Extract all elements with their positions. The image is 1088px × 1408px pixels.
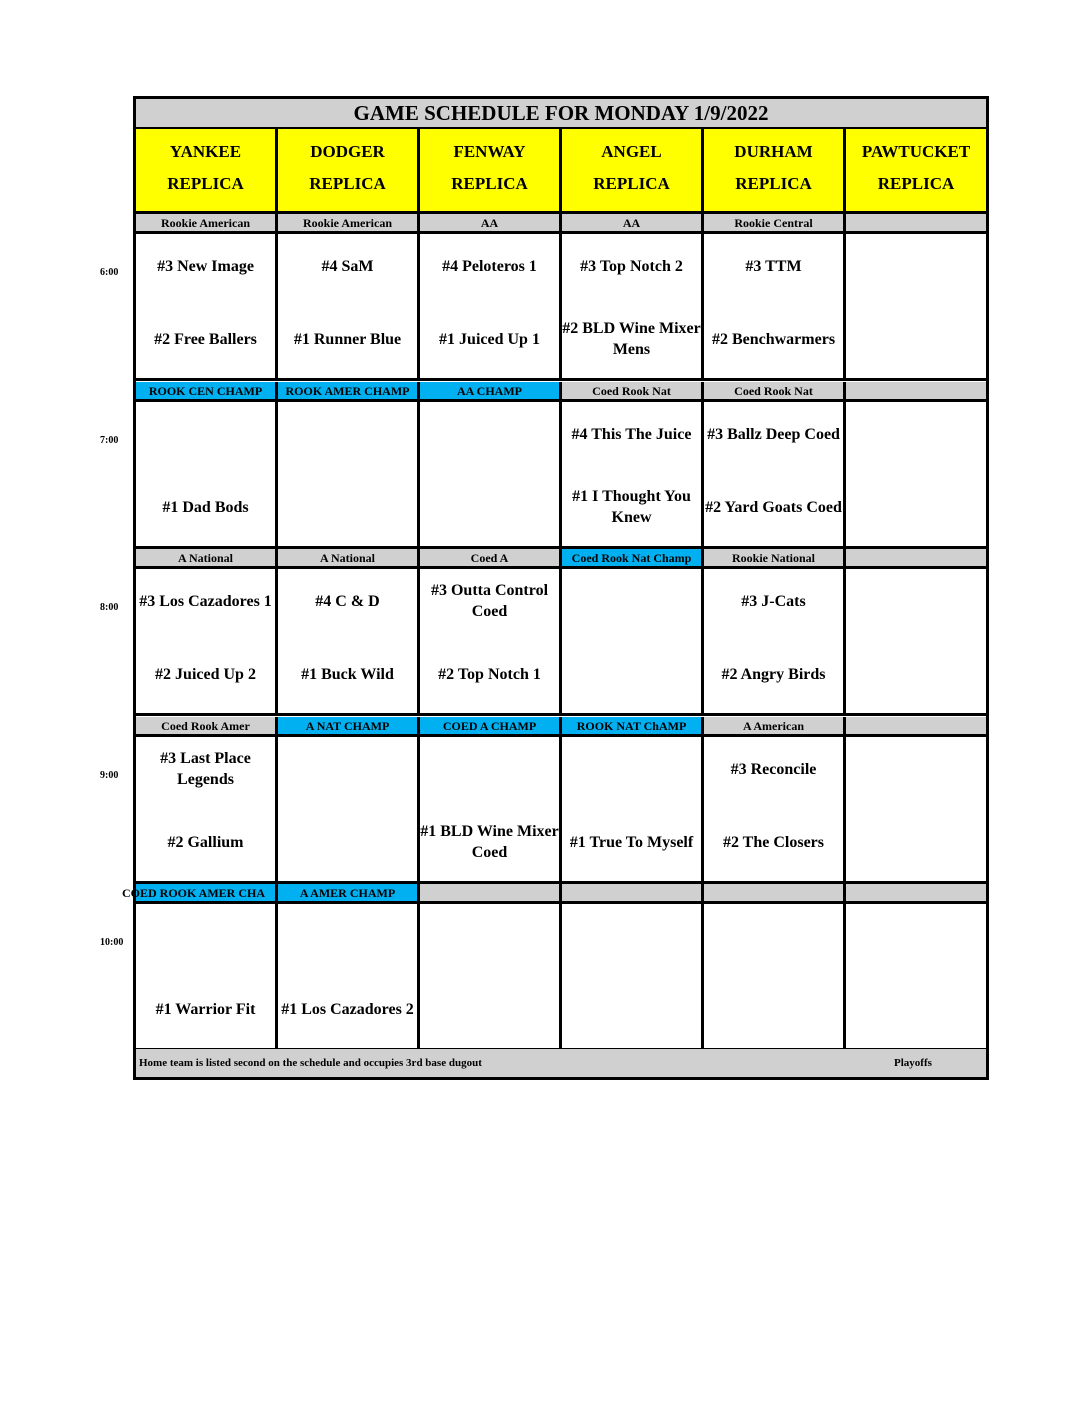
away-team — [846, 244, 986, 288]
away-team — [562, 914, 701, 958]
division-label: Coed Rook Nat — [704, 382, 846, 402]
away-team: #4 SaM — [321, 257, 374, 275]
championship-label: AA CHAMP — [420, 382, 562, 402]
field-header — [704, 129, 846, 214]
home-team: #2 Benchwarmers — [711, 330, 836, 348]
field-type: REPLICA — [451, 174, 528, 193]
away-team — [420, 914, 559, 958]
field-type: REPLICA — [593, 174, 670, 193]
home-team — [562, 986, 701, 1032]
game-cell — [420, 402, 562, 549]
division-label: AA — [420, 214, 562, 234]
away-team: #4 Peloteros 1 — [442, 257, 537, 275]
championship-label: COED ROOK AMER CHA — [136, 884, 278, 904]
home-team — [278, 819, 417, 865]
field-name: DODGER — [310, 142, 385, 161]
away-team — [562, 579, 701, 623]
home-team: #1 BLD Wine Mixer Coed — [420, 823, 559, 861]
home-team: #1 I Thought You Knew — [572, 488, 691, 526]
away-team: #3 Los Cazadores 1 — [139, 592, 272, 610]
away-team — [136, 412, 275, 456]
away-team — [846, 579, 986, 623]
game-cell — [420, 234, 562, 381]
home-team: #1 Runner Blue — [293, 330, 402, 348]
championship-label: ROOK NAT ChAMP — [562, 717, 704, 737]
field-type: REPLICA — [735, 174, 812, 193]
field-header — [562, 129, 704, 214]
home-team — [420, 484, 559, 530]
time-slot-label: 10:00 — [100, 937, 124, 948]
division-label: A National — [136, 549, 278, 569]
game-cell — [704, 234, 846, 381]
away-team — [420, 412, 559, 456]
field-header — [846, 129, 986, 214]
division-label — [420, 884, 562, 904]
game-cell — [420, 569, 562, 716]
game-cell — [704, 402, 846, 549]
away-team — [278, 914, 417, 958]
game-cell — [278, 904, 420, 1051]
home-team: #2 BLD Wine Mixer Mens — [562, 320, 701, 358]
footer-note: Home team is listed second on the schedule and occupies 3rd base dugout — [139, 1057, 482, 1069]
away-team: #3 Reconcile — [730, 760, 817, 778]
division-label — [846, 717, 986, 737]
division-label — [846, 549, 986, 569]
home-team: #2 Top Notch 1 — [438, 665, 541, 683]
away-team: #3 J-Cats — [741, 592, 806, 610]
game-cell — [136, 569, 278, 716]
away-team: #3 New Image — [157, 257, 254, 275]
playoffs-label: Playoffs — [894, 1057, 932, 1069]
game-cell — [278, 234, 420, 381]
game-cell — [420, 737, 562, 884]
game-cell — [704, 569, 846, 716]
field-header — [136, 129, 278, 214]
division-label: Coed Rook Amer — [136, 717, 278, 737]
home-team: #1 Juiced Up 1 — [439, 330, 540, 348]
field-name: ANGEL — [601, 142, 662, 161]
home-team: #2 Yard Goats Coed — [705, 498, 842, 516]
away-team — [562, 747, 701, 791]
home-team — [846, 986, 986, 1032]
game-cell — [704, 904, 846, 1051]
game-cell — [704, 737, 846, 884]
home-team — [846, 316, 986, 362]
championship-label: ROOK AMER CHAMP — [278, 382, 420, 402]
game-cell — [846, 402, 986, 549]
field-header — [420, 129, 562, 214]
home-team — [562, 651, 701, 697]
game-cell — [136, 904, 278, 1051]
time-slot-label: 8:00 — [100, 602, 119, 613]
game-cell — [846, 904, 986, 1051]
division-label — [562, 884, 704, 904]
field-name: DURHAM — [734, 142, 813, 161]
field-name: YANKEE — [169, 142, 242, 161]
home-team — [420, 986, 559, 1032]
away-team: #3 Last Place Legends — [160, 750, 251, 788]
away-team: #3 Top Notch 2 — [580, 257, 683, 275]
away-team — [846, 914, 986, 958]
away-team: #3 TTM — [745, 257, 802, 275]
away-team — [136, 914, 275, 958]
division-label: Coed A — [420, 549, 562, 569]
game-cell — [562, 737, 704, 884]
time-slot-label: 7:00 — [100, 435, 119, 446]
away-team — [704, 914, 843, 958]
away-team — [278, 412, 417, 456]
game-cell — [562, 569, 704, 716]
home-team — [278, 484, 417, 530]
division-label — [704, 884, 846, 904]
field-name: PAWTUCKET — [861, 142, 971, 161]
game-cell — [278, 569, 420, 716]
game-cell — [136, 737, 278, 884]
home-team — [846, 484, 986, 530]
game-cell — [562, 234, 704, 381]
home-team: #2 Gallium — [167, 833, 244, 851]
division-label: AA — [562, 214, 704, 234]
home-team: #2 Angry Birds — [721, 665, 826, 683]
game-cell — [278, 737, 420, 884]
division-label — [846, 214, 986, 234]
division-label: A National — [278, 549, 420, 569]
home-team — [846, 651, 986, 697]
field-type: REPLICA — [877, 174, 955, 193]
home-team: #1 True To Myself — [569, 833, 694, 851]
away-team: #3 Outta Control Coed — [430, 582, 549, 620]
game-cell — [136, 234, 278, 381]
championship-label: A NAT CHAMP — [278, 717, 420, 737]
game-cell — [136, 402, 278, 549]
division-label: Rookie National — [704, 549, 846, 569]
game-cell — [420, 904, 562, 1051]
championship-label: COED A CHAMP — [420, 717, 562, 737]
division-label — [846, 382, 986, 402]
away-team — [278, 747, 417, 791]
home-team: #2 Free Ballers — [154, 330, 257, 348]
away-team: #3 Ballz Deep Coed — [707, 425, 840, 443]
home-team — [846, 819, 986, 865]
away-team — [846, 747, 986, 791]
field-header — [278, 129, 420, 214]
away-team: #4 This The Juice — [571, 425, 692, 443]
field-type: REPLICA — [309, 174, 386, 193]
home-team: #2 The Closers — [722, 833, 825, 851]
time-slot-label: 6:00 — [100, 267, 119, 278]
footer-bar — [136, 1049, 986, 1077]
schedule-sheet — [122, 96, 989, 1080]
game-cell — [278, 402, 420, 549]
division-label: Coed Rook Nat — [562, 382, 704, 402]
game-cell — [846, 234, 986, 381]
time-slot-label: 9:00 — [100, 770, 119, 781]
game-cell — [846, 569, 986, 716]
division-label: Rookie American — [278, 214, 420, 234]
game-cell — [562, 904, 704, 1051]
home-team — [704, 986, 843, 1032]
division-label: Rookie American — [136, 214, 278, 234]
division-label — [846, 884, 986, 904]
championship-label: ROOK CEN CHAMP — [136, 382, 278, 402]
away-team — [846, 412, 986, 456]
home-team: #1 Buck Wild — [301, 665, 394, 683]
home-team: #1 Los Cazadores 2 — [281, 1000, 414, 1018]
home-team: #1 Warrior Fit — [155, 1000, 256, 1018]
field-type: REPLICA — [167, 174, 244, 193]
away-team: #4 C & D — [315, 592, 380, 610]
page-title: GAME SCHEDULE FOR MONDAY 1/9/2022 — [136, 99, 986, 129]
division-label: A American — [704, 717, 846, 737]
away-team — [420, 747, 559, 791]
home-team: #2 Juiced Up 2 — [155, 665, 256, 683]
game-cell — [562, 402, 704, 549]
home-team: #1 Dad Bods — [162, 498, 249, 516]
field-name: FENWAY — [453, 142, 526, 161]
championship-label: Coed Rook Nat Champ — [562, 549, 704, 569]
game-cell — [846, 737, 986, 884]
division-label: Rookie Central — [704, 214, 846, 234]
championship-label: A AMER CHAMP — [278, 884, 420, 904]
